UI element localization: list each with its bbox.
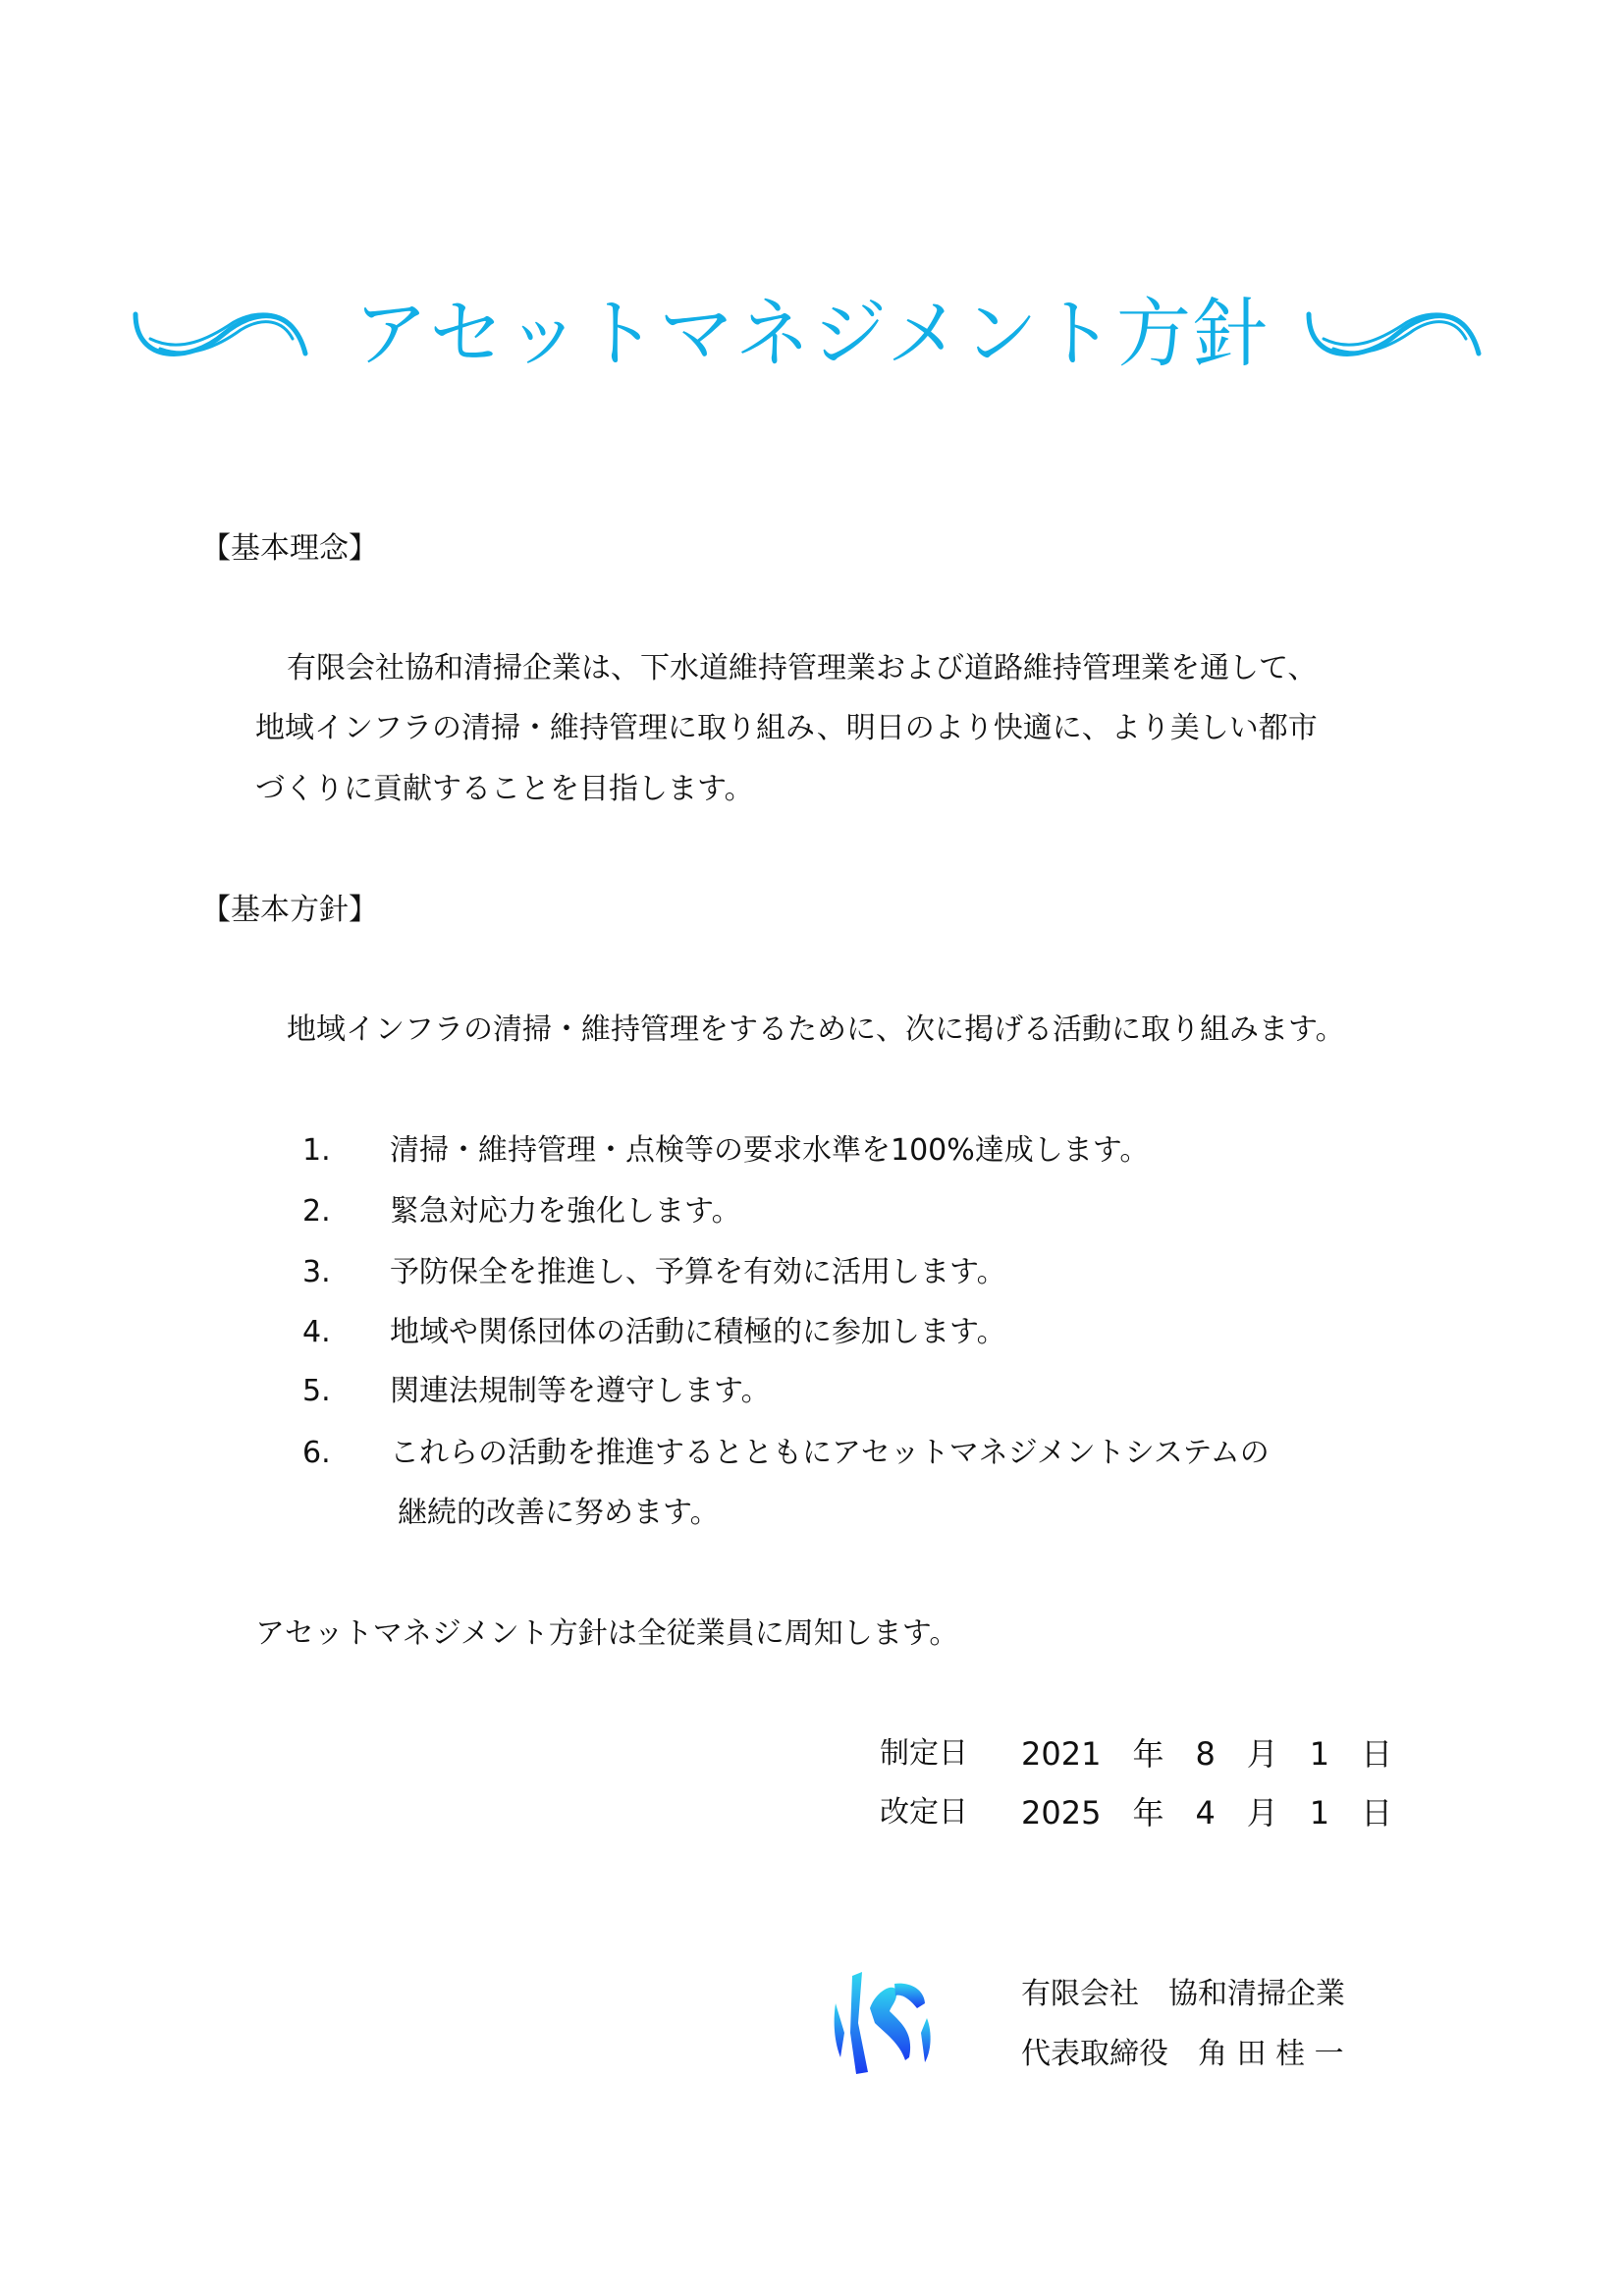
list-item-continuation: 継続的改善に努めます。 — [398, 1496, 720, 1530]
policy-heading: 【基本方針】 — [201, 893, 378, 927]
philosophy-heading: 【基本理念】 — [201, 531, 378, 566]
list-item-number: 5. — [302, 1374, 331, 1408]
wave-ornament-right — [1304, 295, 1486, 373]
list-item: 地域や関係団体の活動に積極的に参加します。 — [390, 1315, 1006, 1349]
established-date: 2021 年 8 月 1 日 — [1021, 1735, 1393, 1773]
list-item-number: 2. — [302, 1194, 331, 1229]
list-item: これらの活動を推進するとともにアセットマネジメントシステムの — [390, 1436, 1270, 1470]
list-item: 関連法規制等を遵守します。 — [390, 1374, 771, 1408]
established-date-label: 制定日 — [880, 1736, 968, 1771]
revised-date: 2025 年 4 月 1 日 — [1021, 1794, 1393, 1831]
list-item-number: 1. — [302, 1133, 331, 1168]
philosophy-line: 地域インフラの清掃・維持管理に取り組み、明日のより快適に、より美しい都市 — [255, 711, 1318, 745]
list-item: 予防保全を推進し、予算を有効に活用します。 — [390, 1255, 1006, 1289]
philosophy-line: づくりに貢献することを目指します。 — [255, 772, 754, 806]
company-logo — [831, 1964, 939, 2077]
list-item: 清掃・維持管理・点検等の要求水準を100%達成します。 — [390, 1133, 1150, 1168]
policy-intro: 地域インフラの清掃・維持管理をするために、次に掲げる活動に取り組みます。 — [287, 1012, 1345, 1047]
revised-date-label: 改定日 — [880, 1795, 968, 1830]
list-item: 緊急対応力を強化します。 — [390, 1194, 741, 1229]
page-title: アセットマネジメント方針 — [353, 290, 1270, 377]
philosophy-line: 有限会社協和清掃企業は、下水道維持管理業および道路維持管理業を通して、 — [287, 651, 1318, 685]
list-item-number: 6. — [302, 1436, 331, 1470]
closing-statement: アセットマネジメント方針は全従業員に周知します。 — [255, 1616, 959, 1651]
list-item-number: 4. — [302, 1315, 331, 1349]
list-item-number: 3. — [302, 1255, 331, 1289]
representative-name: 代表取締役 角 田 桂 一 — [1021, 2037, 1344, 2071]
company-name: 有限会社 協和清掃企業 — [1021, 1977, 1345, 2011]
